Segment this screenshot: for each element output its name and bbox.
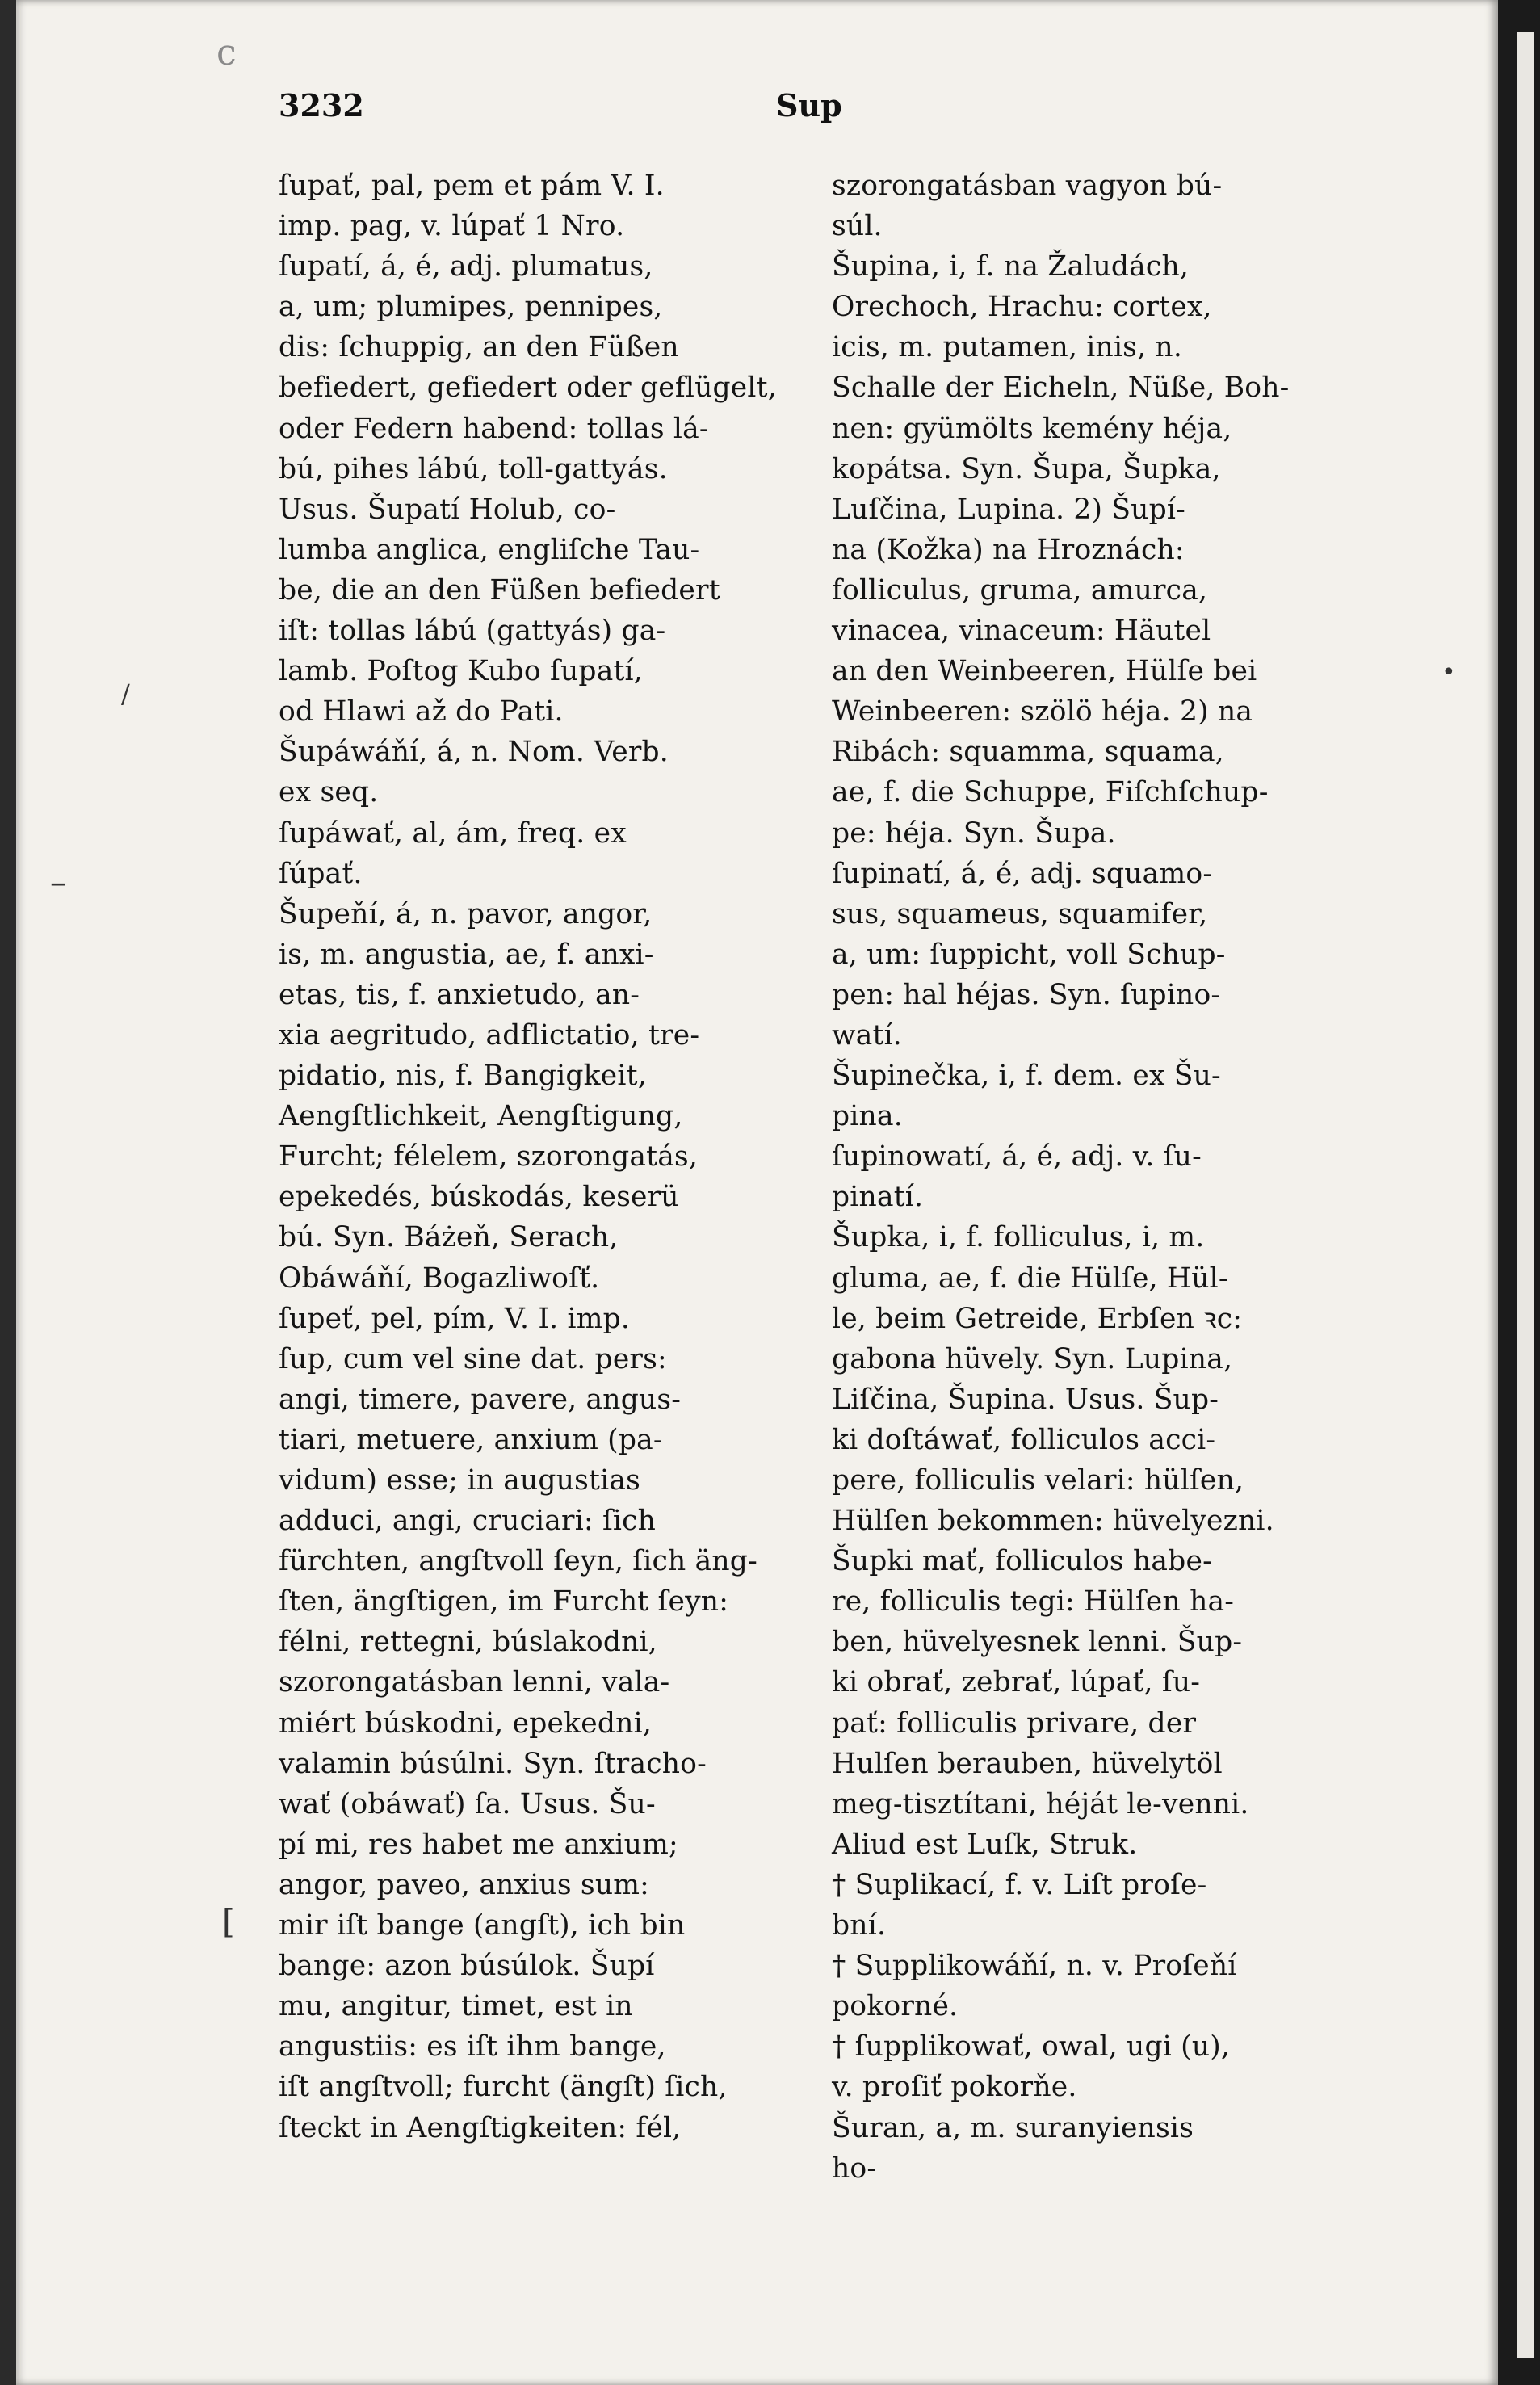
text-line: pere, folliculis velari: hülſen, [832,1464,1244,1497]
text-line: Hulſen berauben, hüvelytöl [832,1747,1223,1780]
text-line: gluma, ae, f. die Hülſe, Hül- [832,1262,1228,1295]
text-line: Šupeňí, á, n. pavor, angor, [279,897,653,930]
page-number: 3232 [279,87,364,124]
text-line: wať (obáwať) ſa. Usus. Šu- [279,1787,656,1820]
text-line: Šupina, i, f. na Žaludách, [832,250,1190,283]
text-line: ſupinatí, á, é, adj. squamo- [832,857,1213,890]
text-line: valamin búsúlni. Syn. ſtracho- [279,1747,707,1780]
text-line: befiedert, gefiedert oder geflügelt, [279,372,777,405]
margin-mark-left: / [121,678,130,709]
text-line: gabona hüvely. Syn. Lupina, [832,1342,1233,1375]
text-line: Šupki mať, folliculos habe- [832,1545,1212,1578]
text-line: be, die an den Füßen befiedert [279,573,720,607]
text-line: ſúpať. [279,857,363,890]
text-line: Ribách: squamma, squama, [832,736,1224,769]
text-line: pe: héja. Syn. Šupa. [832,817,1116,850]
text-line: kopátsa. Syn. Šupa, Šupka, [832,452,1221,485]
text-line: lamb. Poſtog Kubo ſupatí, [279,655,643,688]
text-line: ſten, ängſtigen, im Furcht ſeyn: [279,1585,729,1619]
text-line: ki obrať, zebrať, lúpať, ſu- [832,1666,1201,1699]
text-line: pidatio, nis, f. Bangigkeit, [279,1060,647,1093]
text-line: bú. Syn. Báżeň, Serach, [279,1221,619,1254]
text-line: Hülſen bekommen: hüvelyezni. [832,1505,1274,1538]
text-line: etas, tis, f. anxietudo, an- [279,978,640,1011]
text-line: na (Kožka) na Hroznách: [832,533,1185,566]
text-line: pokorné. [832,1990,959,2023]
text-line: Weinbeeren: szölö héja. 2) na [832,695,1253,729]
text-line: ſupať, pal, pem et pám V. I. [279,170,665,202]
text-line: Orechoch, Hrachu: cortex, [832,291,1212,324]
text-line: folliculus, gruma, amurca, [832,573,1208,607]
text-line: is, m. angustia, ae, f. anxi- [279,938,654,971]
text-line: angustiis: es iſt ihm bange, [279,2030,666,2064]
text-line: adduci, angi, cruciari: ſich [279,1505,657,1538]
text-line: v. proſiť pokorňe. [832,2071,1077,2104]
text-line: nen: gyümölts kemény héja, [832,412,1232,445]
text-line: † Suplikací, f. v. Liſt proſe- [832,1868,1207,1901]
text-line: pen: hal héjas. Syn. ſupino- [832,978,1221,1011]
text-line: szorongatásban vagyon bú- [832,170,1223,202]
text-line: vinacea, vinaceum: Häutel [832,615,1211,648]
text-line: an den Weinbeeren, Hülſe bei [832,655,1257,688]
text-line: bange: azon búsúlok. Šupí [279,1950,655,1983]
text-line: sus, squameus, squamifer, [832,897,1208,930]
text-line: Luſčina, Lupina. 2) Šupí- [832,493,1185,526]
text-line: Furcht; félelem, szorongatás, [279,1140,699,1174]
text-line: meg-tisztítani, héját le-venni. [832,1787,1249,1820]
text-line: a, um: ſuppicht, voll Schup- [832,938,1226,971]
text-line: bú, pihes lábú, toll-gattyás. [279,452,668,485]
text-line: ae, f. die Schuppe, Fiſchſchup- [832,776,1269,809]
text-line: iſt: tollas lábú (gattyás) ga- [279,615,666,648]
margin-mark-dash: – [50,864,66,901]
text-line: súl. [832,210,883,243]
text-line: pina. [832,1100,903,1133]
text-line: pinatí. [832,1181,924,1214]
text-line: pí mi, res habet me anxium; [279,1828,678,1861]
text-line: mu, angitur, timet, est in [279,1990,633,2023]
text-line: mir iſt bange (angſt), ich bin [279,1909,686,1942]
text-line: iſt angſtvoll; furcht (ängſt) ſich, [279,2071,728,2104]
text-line: ho- [832,2152,877,2185]
text-line: od Hlawi až do Pati. [279,695,564,729]
text-line: ſupeť, pel, pím, V. I. imp. [279,1302,631,1335]
text-line: xia aegritudo, adflictatio, tre- [279,1018,700,1052]
text-line: Obáwáňí, Bogazliwoſť. [279,1262,600,1295]
text-line: epekedés, búskodás, keserü [279,1181,679,1214]
text-line: ſupinowatí, á, é, adj. v. ſu- [832,1140,1202,1174]
margin-mark-top: c [216,32,237,73]
text-line: icis, m. putamen, inis, n. [832,331,1183,364]
text-line: bní. [832,1909,887,1942]
text-line: Šuran, a, m. suranyiensis [832,2111,1194,2144]
text-line: ben, hüvelyesnek lenni. Šup- [832,1626,1243,1659]
text-line: Aliud est Luſk, Struk. [832,1828,1138,1861]
text-line: re, folliculis tegi: Hülſen ha- [832,1585,1235,1619]
text-line: Šupinečka, i, f. dem. ex Šu- [832,1060,1221,1093]
text-line: le, beim Getreide, Erbſen ꝛc: [832,1302,1243,1335]
text-line: watí. [832,1018,902,1052]
right-column [832,166,1421,2189]
text-line: vidum) esse; in augustias [279,1464,640,1497]
margin-mark-bracket: [ [222,1904,235,1941]
text-line: Šupka, i, f. folliculus, i, m. [832,1221,1205,1254]
text-line: lumba anglica, engliſche Tau- [279,533,700,566]
text-line: oder Federn habend: tollas lá- [279,412,709,445]
text-line: Aengſtlichkeit, Aengſtigung, [279,1100,683,1133]
text-line: † ſupplikowať, owal, ugi (u), [832,2030,1231,2064]
text-line: fürchten, angſtvoll ſeyn, ſich äng- [279,1545,757,1578]
text-line: ſteckt in Aengſtigkeiten: fél, [279,2111,682,2144]
margin-mark-right: • [1441,658,1456,687]
text-line: Usus. Šupatí Holub, co- [279,493,616,526]
text-line: dis: ſchuppig, an den Füßen [279,331,679,364]
text-line: ex seq. [279,776,379,809]
text-line: ſup, cum vel sine dat. pers: [279,1342,667,1375]
text-line: imp. pag, v. lúpať 1 Nro. [279,210,625,243]
text-line: Šupáwáňí, á, n. Nom. Verb. [279,736,669,769]
text-line: szorongatásban lenni, vala- [279,1666,670,1699]
page-header [279,87,876,144]
text-line: Liſčina, Šupina. Usus. Šup- [832,1383,1219,1416]
text-line: angor, paveo, anxius sum: [279,1868,649,1901]
text-line: a, um; plumipes, pennipes, [279,291,663,324]
next-page-strip [1517,32,1534,2358]
text-line: ſupatí, á, é, adj. plumatus, [279,250,653,283]
text-line: † Supplikowáňí, n. v. Proſeňí [832,1950,1237,1983]
text-line: miért búskodni, epekedni, [279,1707,652,1740]
text-line: Schalle der Eicheln, Nüße, Boh- [832,372,1290,405]
running-head: Sup [776,87,842,124]
left-column [279,166,820,2148]
text-line: pať: folliculis privare, der [832,1707,1197,1740]
text-line: ſupáwať, al, ám, freq. ex [279,817,627,850]
text-line: angi, timere, pavere, angus- [279,1383,682,1416]
text-line: ki doſtáwať, folliculos acci- [832,1423,1216,1456]
text-line: tiari, metuere, anxium (pa- [279,1423,663,1456]
text-line: félni, rettegni, búslakodni, [279,1626,657,1659]
